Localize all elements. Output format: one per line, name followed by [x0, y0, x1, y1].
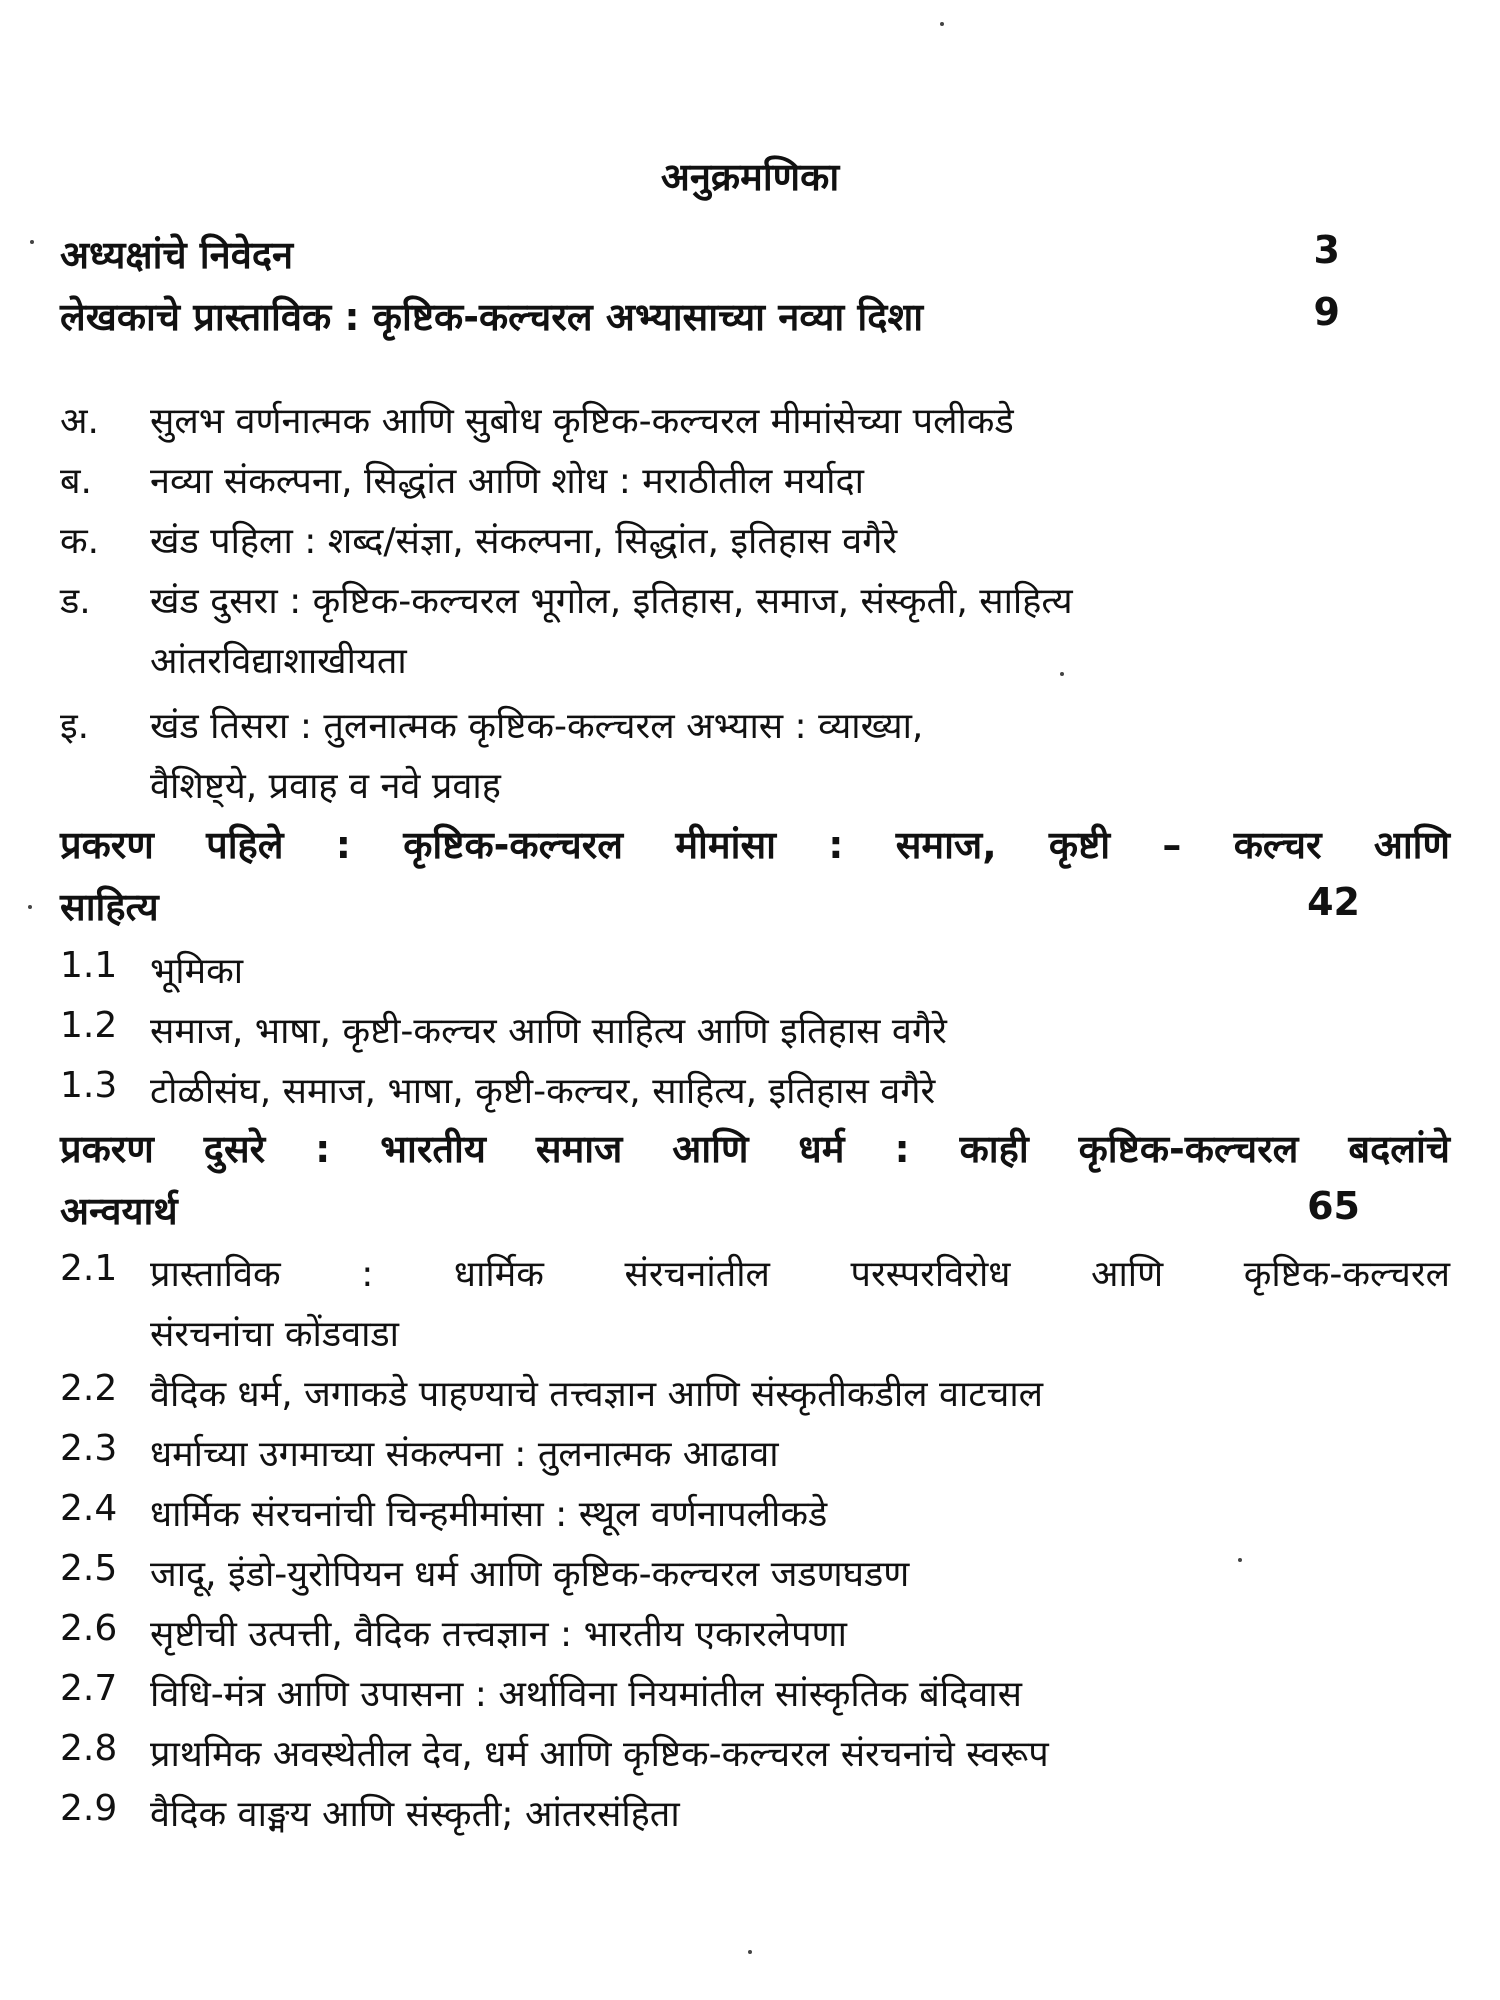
section-number: 1.1	[60, 945, 118, 986]
toc-entry-preface	[0, 290, 1500, 350]
scan-speck	[1238, 1558, 1242, 1562]
list-item	[0, 700, 1500, 760]
section-text: भूमिका	[150, 951, 244, 992]
chapter-title: प्रकरण पहिले : कृष्टिक-कल्चरल मीमांसा : समाज, कृष्टी – कल्चर आणि	[60, 823, 1450, 867]
section-number: 2.5	[60, 1548, 118, 1589]
item-text-cont: आंतरविद्याशाखीयता	[150, 641, 407, 682]
list-item	[0, 515, 1500, 575]
item-label: इ.	[60, 706, 90, 747]
section-text: विधि-मंत्र आणि उपासना : अर्थाविना नियमांतील सांस्कृतिक बंदिवास	[150, 1674, 1022, 1715]
section-item	[0, 1488, 1500, 1548]
item-text: खंड दुसरा : कृष्टिक-कल्चरल भूगोल, इतिहास, समाज, संस्कृती, साहित्य	[150, 581, 1073, 622]
chapter-1-heading	[0, 818, 1500, 878]
section-item	[0, 1005, 1500, 1065]
list-item-continuation	[0, 760, 1500, 820]
section-number: 2.8	[60, 1728, 118, 1769]
section-number: 2.7	[60, 1668, 118, 1709]
section-number: 2.6	[60, 1608, 118, 1649]
entry-title: लेखकाचे प्रास्ताविक : कृष्टिक-कल्चरल अभ्यासाच्या नव्या दिशा	[60, 295, 924, 339]
chapter-2-heading	[0, 1122, 1500, 1182]
item-label: अ.	[60, 401, 99, 442]
list-item	[0, 455, 1500, 515]
section-text: वैदिक वाङ्मय आणि संस्कृती; आंतरसंहिता	[150, 1794, 680, 1835]
section-item	[0, 1728, 1500, 1788]
scan-speck	[748, 1950, 752, 1954]
section-number: 2.2	[60, 1368, 118, 1409]
list-item	[0, 395, 1500, 455]
section-text: सृष्टीची उत्पत्ती, वैदिक तत्त्वज्ञान : भारतीय एकारलेपणा	[150, 1614, 847, 1655]
section-item	[0, 1788, 1500, 1848]
scan-speck	[940, 22, 944, 26]
section-number: 2.1	[60, 1248, 118, 1289]
item-text-cont: वैशिष्ट्ये, प्रवाह व नवे प्रवाह	[150, 766, 501, 807]
item-text: खंड पहिला : शब्द/संज्ञा, संकल्पना, सिद्धांत, इतिहास वगैरे	[150, 521, 898, 562]
section-text-cont: संरचनांचा कोंडवाडा	[150, 1314, 400, 1355]
section-text: समाज, भाषा, कृष्टी-कल्चर आणि साहित्य आणि इतिहास वगैरे	[150, 1011, 947, 1052]
section-item	[0, 1548, 1500, 1608]
section-text: प्राथमिक अवस्थेतील देव, धर्म आणि कृष्टिक-कल्चरल संरचनांचे स्वरूप	[150, 1734, 1049, 1775]
chapter-page: 42	[1307, 880, 1360, 924]
section-text: जादू, इंडो-युरोपियन धर्म आणि कृष्टिक-कल्चरल जडणघडण	[150, 1554, 910, 1595]
entry-title: अध्यक्षांचे निवेदन	[60, 233, 294, 277]
section-text: धार्मिक संरचनांची चिन्हमीमांसा : स्थूल वर्णनापलीकडे	[150, 1494, 828, 1535]
section-number: 2.4	[60, 1488, 118, 1529]
item-label: ड.	[60, 581, 91, 622]
scan-speck	[28, 905, 32, 909]
entry-page: 3	[1313, 228, 1340, 272]
section-number: 1.3	[60, 1065, 118, 1106]
chapter-page: 65	[1307, 1184, 1360, 1228]
scan-speck	[1060, 672, 1064, 676]
section-number: 2.3	[60, 1428, 118, 1469]
item-label: क.	[60, 521, 100, 562]
chapter-title: प्रकरण दुसरे : भारतीय समाज आणि धर्म : काही कृष्टिक-कल्चरल बदलांचे	[60, 1127, 1450, 1171]
toc-entry-foreword	[0, 228, 1500, 288]
section-item-continuation	[0, 1308, 1500, 1368]
section-item	[0, 1668, 1500, 1728]
item-text: नव्या संकल्पना, सिद्धांत आणि शोध : मराठीतील मर्यादा	[150, 461, 864, 502]
section-item	[0, 1248, 1500, 1308]
list-item	[0, 575, 1500, 635]
section-number: 2.9	[60, 1788, 118, 1829]
chapter-2-heading-cont	[0, 1184, 1500, 1244]
section-text: टोळीसंघ, समाज, भाषा, कृष्टी-कल्चर, साहित्य, इतिहास वगैरे	[150, 1071, 936, 1112]
entry-page: 9	[1313, 290, 1340, 334]
item-label: ब.	[60, 461, 92, 502]
section-item	[0, 1065, 1500, 1125]
section-item	[0, 1368, 1500, 1428]
scan-speck	[30, 240, 34, 244]
section-text: वैदिक धर्म, जगाकडे पाहण्याचे तत्त्वज्ञान आणि संस्कृतीकडील वाटचाल	[150, 1374, 1044, 1415]
section-item	[0, 945, 1500, 1005]
section-number: 1.2	[60, 1005, 118, 1046]
list-item-continuation	[0, 635, 1500, 695]
item-text: खंड तिसरा : तुलनात्मक कृष्टिक-कल्चरल अभ्यास : व्याख्या,	[150, 706, 924, 747]
section-item	[0, 1428, 1500, 1488]
chapter-1-heading-cont	[0, 880, 1500, 940]
item-text: सुलभ वर्णनात्मक आणि सुबोध कृष्टिक-कल्चरल मीमांसेच्या पलीकडे	[150, 401, 1014, 442]
section-text: प्रास्ताविक : धार्मिक संरचनांतील परस्परविरोध आणि कृष्टिक-कल्चरल	[150, 1254, 1450, 1295]
page-title: अनुक्रमणिका	[660, 155, 840, 199]
section-text: धर्माच्या उगमाच्या संकल्पना : तुलनात्मक आढावा	[150, 1434, 779, 1475]
chapter-title-cont: अन्वयार्थ	[60, 1189, 178, 1233]
chapter-title-cont: साहित्य	[60, 885, 159, 929]
section-item	[0, 1608, 1500, 1668]
